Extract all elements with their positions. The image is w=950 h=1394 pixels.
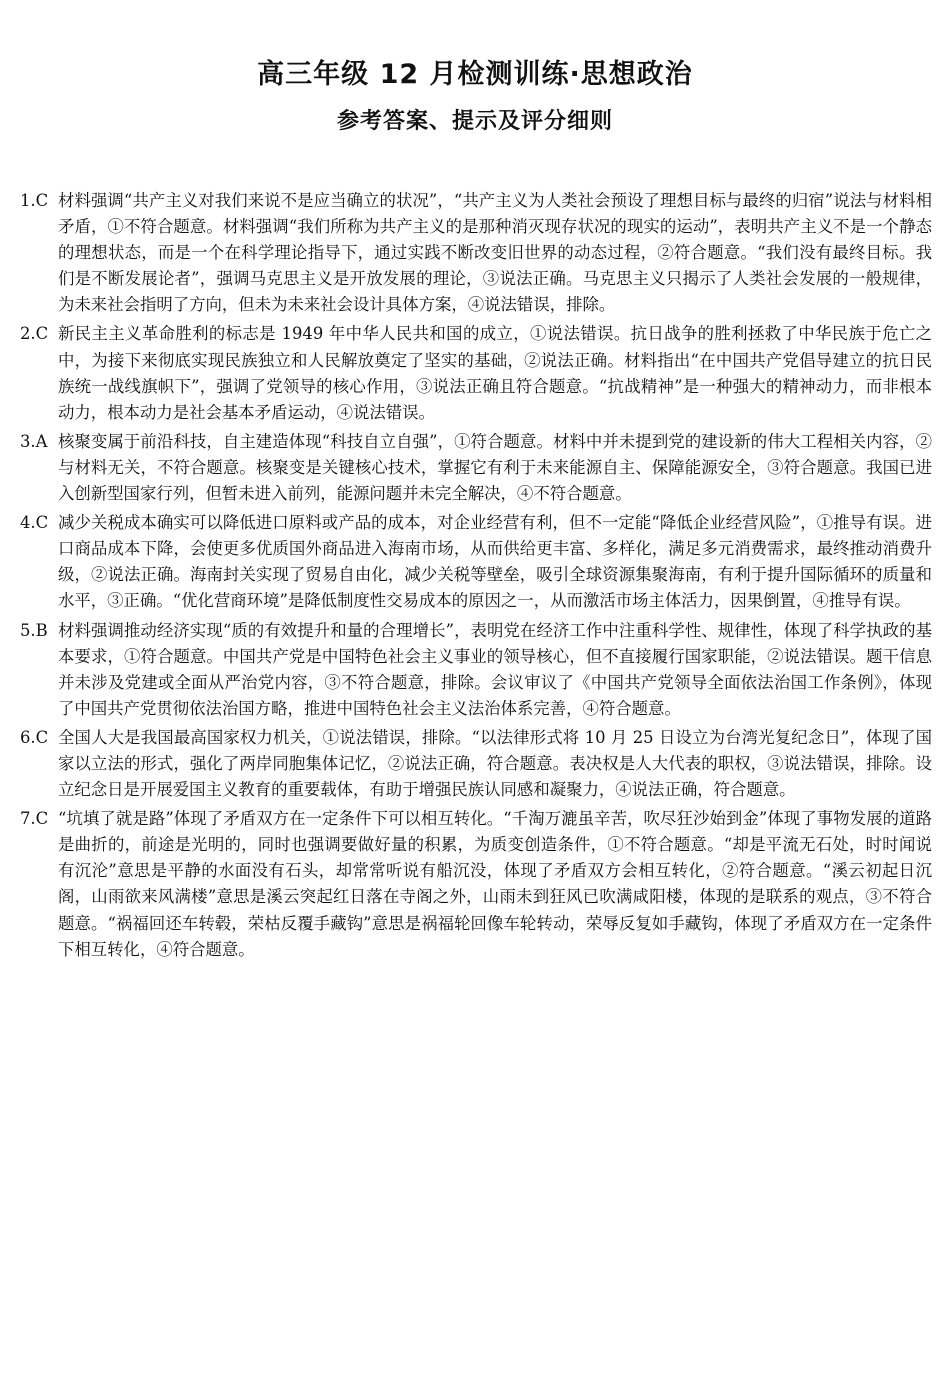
answer-explanation: 全国人大是我国最高国家权力机关，①说法错误，排除。“以法律形式将 10 月 25 日设立为台湾光复纪念日”，体现了国家以立法的形式，强化了两岸同胞集体记忆，②说法正确，符合题意。表决权是人大代表的职权，③说法错误，排除。设立纪念日是开展爱国主义教育的重要载体，有助于增强民族认同感和凝聚力，④说法正确，符合题意。 — [58, 727, 932, 800]
answer-number: 2.C — [20, 324, 49, 344]
answer-explanation: 减少关税成本确实可以降低进口原料或产品的成本，对企业经营有利，但不一定能“降低企业经营风险”，①推导有误。进口商品成本下降，会使更多优质国外商品进入海南市场，从而供给更丰富、多样化，满足多元消费需求，最终推动消费升级，②说法正确。海南封关实现了贸易自由化，减少关税等壁垒，吸引全球资源集聚海南，有利于提升国际循环的质量和水平，③正确。“优化营商环境”是降低制度性交易成本的原因之一，从而激活市场主体活力，因果倒置，④推导有误。 — [58, 513, 932, 611]
answer-item-4 — [20, 510, 932, 614]
page-title: 高三年级 12 月检测训练·思想政治 — [257, 59, 693, 90]
answer-explanation: 材料强调“共产主义对我们来说不是应当确立的状况”，“共产主义为人类社会预设了理想目标与最终的归宿”说法与材料相矛盾，①不符合题意。材料强调“我们所称为共产主义的是那种消灭现存状况的现实的运动”，表明共产主义不是一个静态的理想状态，而是一个在科学理论指导下，通过实践不断改变旧世界的动态过程，②符合题意。“我们没有最终目标。我们是不断发展论者”，强调马克思主义是开放发展的理论，③说法正确。马克思主义只揭示了人类社会发展的一般规律，为未来社会指明了方向，但未为未来社会设计具体方案，④说法错误，排除。 — [58, 191, 932, 315]
answer-explanation: 材料强调推动经济实现“质的有效提升和量的合理增长”，表明党在经济工作中注重科学性、规律性，体现了科学执政的基本要求，①符合题意。中国共产党是中国特色社会主义事业的领导核心，但不直接履行国家职能，②说法错误。题干信息并未涉及党建或全面从严治党内容，③不符合题意，排除。会议审议了《中国共产党领导全面依法治国工作条例》，体现了中国共产党贯彻依法治国方略，推进中国特色社会主义法治体系完善，④符合题意。 — [58, 620, 932, 718]
answer-number: 6.C — [20, 727, 49, 747]
answer-explanation: 核聚变属于前沿科技，自主建造体现“科技自立自强”，①符合题意。材料中并未提到党的建设新的伟大工程相关内容，②与材料无关，不符合题意。核聚变是关键核心技术，掌握它有利于未来能源自主、保障能源安全，③符合题意。我国已进入创新型国家行列，但暂未进入前列，能源问题并未完全解决，④不符合题意。 — [58, 431, 932, 504]
answer-item-1 — [20, 188, 932, 318]
answer-number: 3.A — [20, 431, 48, 451]
page-subtitle: 参考答案、提示及评分细则 — [336, 109, 613, 134]
answer-explanation: “坑填了就是路”体现了矛盾双方在一定条件下可以相互转化。“千淘万漉虽辛苦，吹尽狂沙始到金”体现了事物发展的道路是曲折的，前途是光明的，同时也强调要做好量的积累，为质变创造条件，①不符合题意。“却是平流无石处，时时闻说有沉沦”意思是平静的水面没有石头，却常常听说有船沉没，体现了矛盾双方会相互转化，②符合题意。“溪云初起日沉阁，山雨欲来风满楼”意思是溪云突起红日落在寺阁之外，山雨未到狂风已吹满咸阳楼，体现的是联系的观点，③不符合题意。“祸福回还车转毂，荣枯反覆手藏钩”意思是祸福轮回像车轮转动，荣辱反复如手藏钩，体现了矛盾双方在一定条件下相互转化，④符合题意。 — [58, 809, 932, 959]
answer-item-5 — [20, 618, 932, 722]
answer-number: 4.C — [20, 513, 49, 533]
answer-item-6 — [20, 725, 932, 803]
answer-explanation: 新民主主义革命胜利的标志是 1949 年中华人民共和国的成立，①说法错误。抗日战争的胜利拯救了中华民族于危亡之中，为接下来彻底实现民族独立和人民解放奠定了坚实的基础，②说法正确。材料指出“在中国共产党倡导建立的抗日民族统一战线旗帜下”，强调了党领导的核心作用，③说法正确且符合题意。“抗战精神”是一种强大的精神动力，而非根本动力，根本动力是社会基本矛盾运动，④说法错误。 — [58, 324, 932, 422]
answer-list — [20, 188, 932, 966]
answer-item-7 — [20, 806, 932, 963]
answer-item-2 — [20, 321, 932, 425]
answer-number: 7.C — [20, 809, 49, 829]
answer-item-3 — [20, 429, 932, 507]
answer-number: 5.B — [20, 620, 48, 640]
answer-number: 1.C — [20, 191, 49, 210]
